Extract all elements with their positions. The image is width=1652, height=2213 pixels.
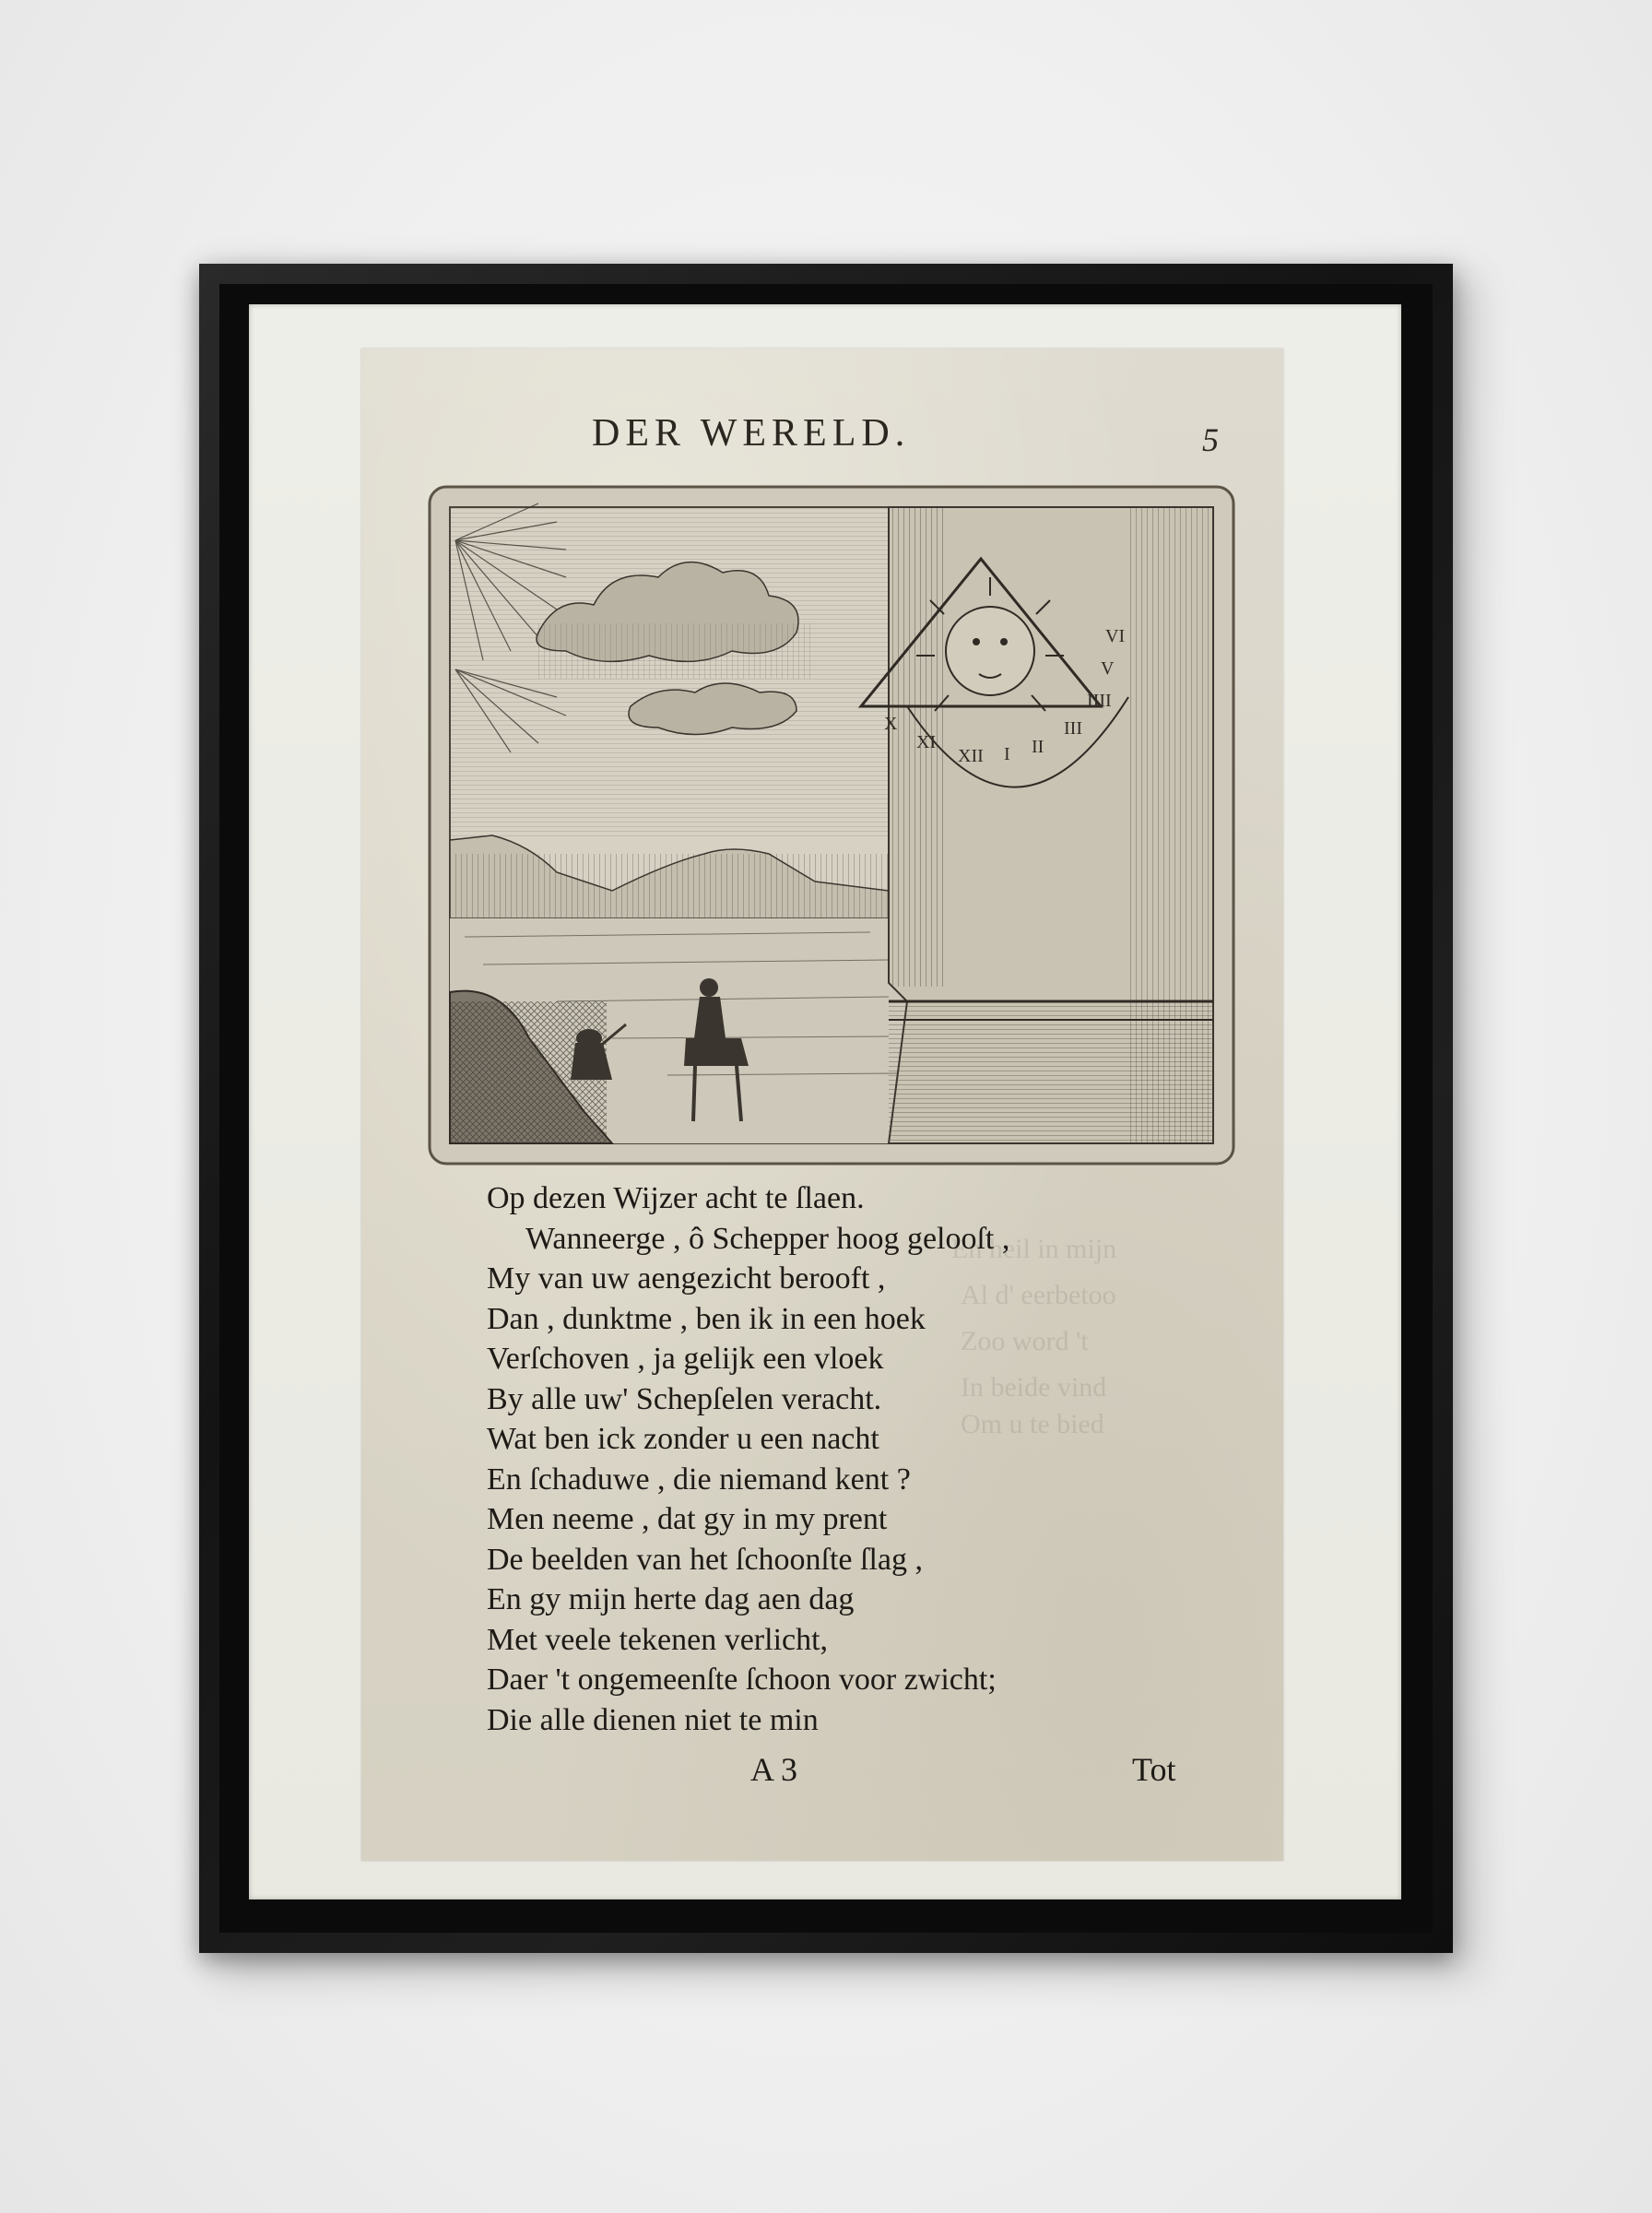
poem-line: My van uw aengezicht berooft , <box>487 1261 886 1296</box>
dial-numeral: XI <box>916 732 937 752</box>
show-through-text: Zoo word 't <box>961 1326 1089 1356</box>
engraving-sundial-landscape <box>428 485 1235 1166</box>
show-through-text: In beide vind <box>961 1372 1107 1402</box>
poem-line: Op dezen Wijzer acht te ſlaen. <box>487 1181 865 1215</box>
dial-numeral: V <box>1101 658 1115 679</box>
book-page <box>361 349 1283 1861</box>
page-number: 5 <box>1202 421 1219 458</box>
poem-line: Dan , dunktme , ben ik in een hoek <box>487 1301 926 1336</box>
dial-numeral: IIII <box>1087 691 1112 711</box>
show-through-text: En heil in mijn <box>951 1234 1117 1264</box>
dial-numeral: III <box>1064 718 1082 739</box>
poem-line: Met veele tekenen verlicht, <box>487 1622 829 1657</box>
show-through-text: Al d' eerbetoo <box>961 1280 1116 1310</box>
show-through-text: Om u te bied <box>961 1409 1104 1439</box>
running-header: DER WERELD. <box>592 412 911 455</box>
signature-mark: A 3 <box>750 1751 798 1788</box>
dial-numeral: II <box>1032 737 1044 757</box>
poem-text <box>487 1178 1224 1740</box>
dial-numeral: VI <box>1105 626 1126 646</box>
poem-line: Wat ben ick zonder u een nacht <box>487 1422 879 1456</box>
poem-line: Daer 't ongemeenſte ſchoon voor zwicht; <box>487 1663 997 1697</box>
stone-building <box>889 507 1213 1143</box>
poem-line: Men neeme , dat gy in my prent <box>487 1502 888 1536</box>
catchword: Tot <box>1132 1751 1176 1788</box>
poem-line: Die alle dienen niet te min <box>487 1702 819 1737</box>
poem-line: Wanneerge , ô Schepper hoog gelooſt , <box>525 1221 1010 1256</box>
poem-line: By alle uw' Schepſelen veracht. <box>487 1381 882 1416</box>
poem-line: De beelden van het ſchoonſte ſlag , <box>487 1542 923 1577</box>
poem-line: Verſchoven , ja gelijk een vloek <box>487 1342 884 1376</box>
dial-numeral: X <box>884 714 898 734</box>
poem-line: En gy mijn herte dag aen dag <box>487 1582 855 1616</box>
poem-line: En ſchaduwe , die niemand kent ? <box>487 1462 911 1497</box>
dial-numeral: I <box>1004 744 1010 764</box>
dial-numeral: XII <box>958 746 984 766</box>
